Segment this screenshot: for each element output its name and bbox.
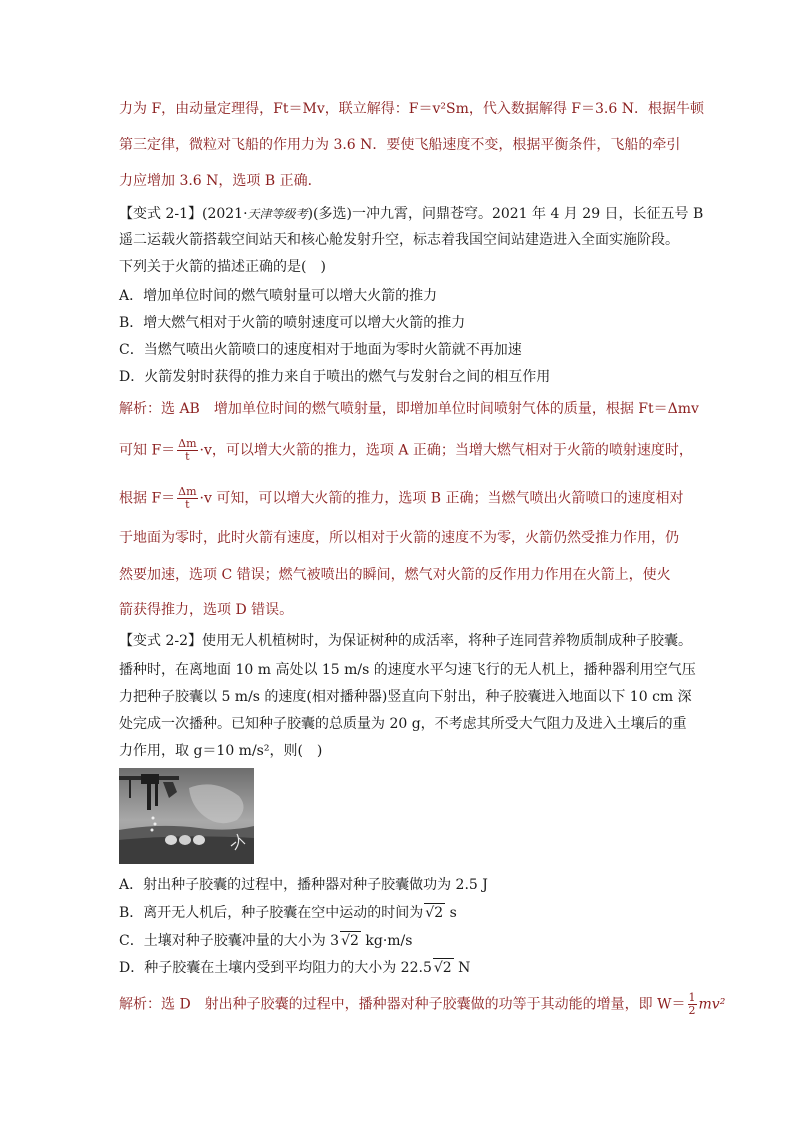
option-b <box>119 903 457 922</box>
question-text: 下列关于火箭的描述正确的是( ) <box>119 259 326 275</box>
source-label: 天津等级考 <box>247 207 308 221</box>
sqrt-expression <box>340 931 361 950</box>
question-text: 处完成一次播种。已知种子胶囊的总质量为 20 g，不考虑其所受大气阻力及进入土壤后的重 <box>119 716 687 732</box>
solution-line: 力为 F，由动量定理得，Ft＝Mv，联立解得：F＝v²Sm，代入数据解得 F＝3.6 N．根据牛顿 <box>119 101 704 117</box>
solution-line: 然要加速，选项 C 错误；燃气被喷出的瞬间，燃气对火箭的反作用力作用在火箭上，使火 <box>119 567 671 583</box>
solution-line: 于地面为零时，此时火箭有速度，所以相对于火箭的速度不为零，火箭仍然受推力作用，仍 <box>119 530 679 546</box>
question-tag: 【变式 2-2】 <box>119 633 202 649</box>
option-a: A．射出种子胶囊的过程中，播种器对种子胶囊做功为 2.5 J <box>119 877 488 893</box>
sqrt-radicand: √ 2 <box>425 905 443 921</box>
question-text: 力作用，取 g＝10 m/s²，则( ) <box>119 743 323 759</box>
sqrt-radicand: √ 2 <box>341 933 359 949</box>
solution-line: 第三定律，微粒对飞船的作用力为 3.6 N．要使飞船速度不变，根据平衡条件，飞船的牵引 <box>119 137 681 153</box>
sqrt-radicand: √ 2 <box>434 960 452 976</box>
option-c: C．当燃气喷出火箭喷口的速度相对于地面为零时火箭就不再加速 <box>119 342 522 358</box>
fraction-numerator: Δm <box>178 485 197 498</box>
source-close: ) <box>307 206 314 222</box>
solution-line <box>119 992 725 1017</box>
text-span: s <box>445 905 457 921</box>
text-span: B．离开无人机后，种子胶囊在空中运动的时间为 <box>119 905 424 921</box>
question-text: 遥二运载火箭搭载空间站天和核心舱发射升空，标志着我国空间站建造进入全面实施阶段。 <box>119 232 679 248</box>
text-span: N <box>453 960 471 976</box>
text-span: mv² <box>698 996 726 1013</box>
fraction <box>177 486 197 511</box>
fraction-denominator: 2 <box>688 1004 696 1017</box>
fraction <box>688 992 697 1017</box>
text-span: 根据 F＝ <box>119 490 176 507</box>
fraction-numerator: Δm <box>178 437 197 450</box>
solution-line: 解析：选 AB 增加单位时间的燃气喷射量，即增加单位时间喷射气体的质量，根据 Ft＝Δmv <box>119 401 699 417</box>
question-text: 播种时，在离地面 10 m 高处以 15 m/s 的速度水平匀速飞行的无人机上，播种器利用空气压 <box>119 662 696 678</box>
source-open: (2021· <box>202 206 248 222</box>
question-text: (多选)一冲九霄，问鼎苍穹。2021 年 4 月 29 日，长征五号 B <box>313 206 704 222</box>
text-span: ·v 可知，可以增大火箭的推力，选项 B 正确；当燃气喷出火箭喷口的速度相对 <box>199 490 684 507</box>
text-span: C．土壤对种子胶囊冲量的大小为 3 <box>119 933 340 949</box>
question-text: 使用无人机植树时，为保证树种的成活率，将种子连同营养物质制成种子胶囊。 <box>202 633 692 649</box>
text-span: 可知 F＝ <box>119 442 176 459</box>
text-span: D．种子胶囊在土壤内受到平均阻力的大小为 22.5 <box>119 960 432 976</box>
question-text: 力把种子胶囊以 5 m/s 的速度(相对播种器)竖直向下射出，种子胶囊进入地面以下 10 cm 深 <box>119 689 692 705</box>
sqrt-expression <box>433 958 454 977</box>
option-d: D．火箭发射时获得的推力来自于喷出的燃气与发射台之间的相互作用 <box>119 369 551 385</box>
fraction-numerator: 1 <box>688 991 696 1004</box>
text-span: kg·m/s <box>360 933 413 949</box>
solution-line <box>119 486 684 511</box>
sqrt-expression <box>424 903 445 922</box>
text-span: ·v，可以增大火箭的推力，选项 A 正确；当增大燃气相对于火箭的喷射速度时， <box>199 442 693 459</box>
fraction-denominator: t <box>185 498 190 511</box>
option-a: A．增加单位时间的燃气喷射量可以增大火箭的推力 <box>119 288 438 304</box>
fraction-denominator: t <box>185 450 190 463</box>
text-span: 解析：选 D 射出种子胶囊的过程中，播种器对种子胶囊做的功等于其动能的增量，即 W＝ <box>119 996 686 1013</box>
option-d <box>119 958 470 977</box>
option-b: B．增大燃气相对于火箭的喷射速度可以增大火箭的推力 <box>119 315 466 331</box>
question-2-1-header <box>119 205 703 223</box>
option-c <box>119 931 412 950</box>
fraction <box>177 438 197 463</box>
solution-line: 箭获得推力，选项 D 错误。 <box>119 602 294 618</box>
question-tag: 【变式 2-1】 <box>119 206 202 222</box>
drone-planting-photo <box>119 768 254 864</box>
solution-line: 力应增加 3.6 N，选项 B 正确． <box>119 173 322 189</box>
solution-line <box>119 438 693 463</box>
question-2-2-header <box>119 632 692 650</box>
